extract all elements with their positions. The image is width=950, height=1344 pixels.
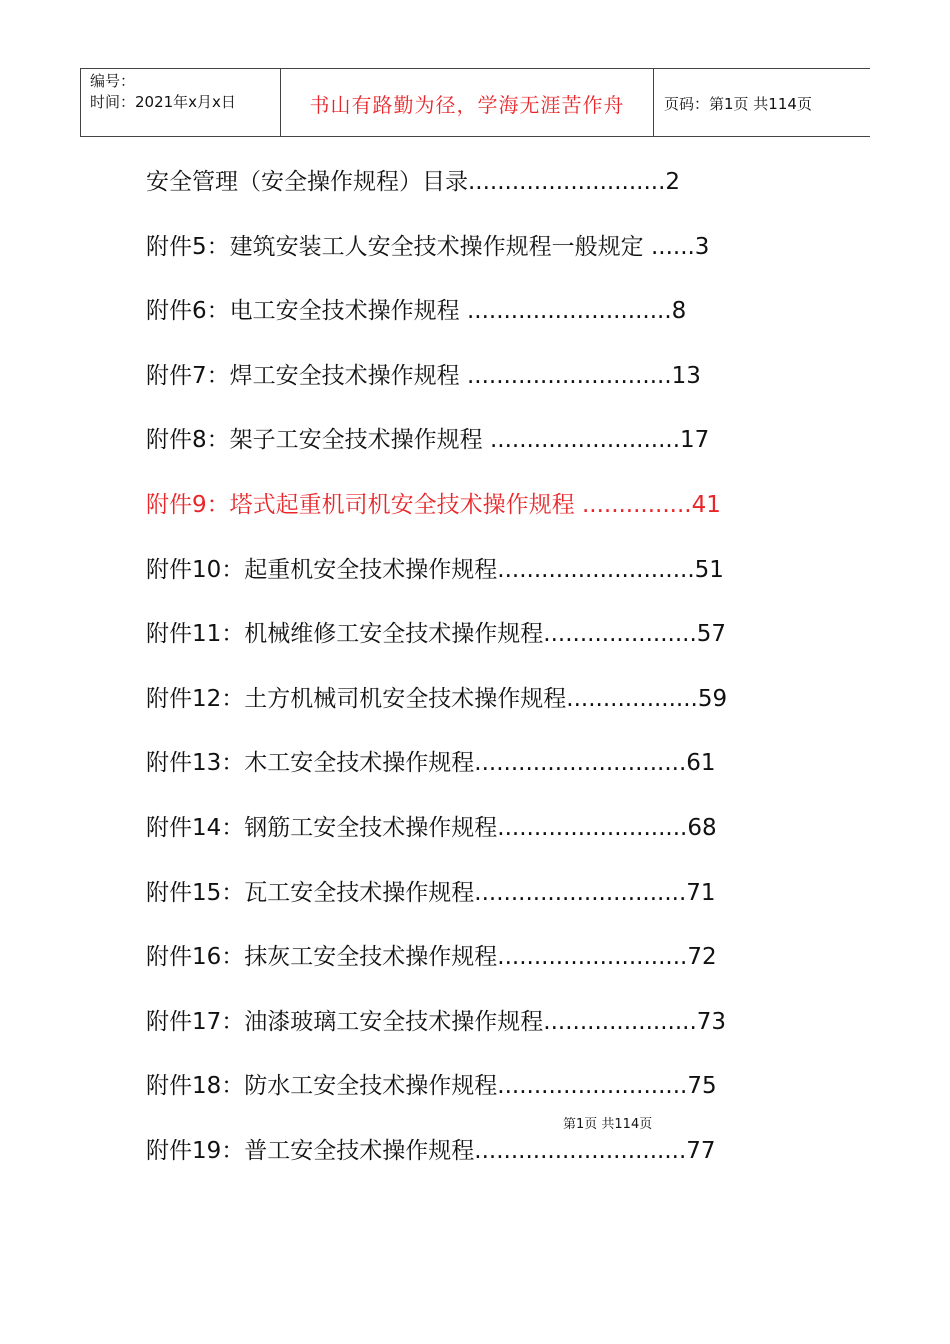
header-pagecode-cell: [654, 69, 870, 136]
time-label: 时间：2021年x月x日: [90, 93, 236, 111]
header-motto-cell: [281, 69, 654, 136]
toc-item-8[interactable]: 附件8：架子工安全技术操作规程 ..........................17: [146, 427, 710, 453]
toc-item-7[interactable]: 附件7：焊工安全技术操作规程 ............................13: [146, 363, 701, 389]
toc-item-10[interactable]: 附件10：起重机安全技术操作规程...........................51: [146, 557, 724, 583]
page-footer: 第1页 共114页: [563, 1117, 653, 1132]
toc-item-12[interactable]: 附件12：土方机械司机安全技术操作规程..................59: [146, 686, 728, 712]
toc-item-5[interactable]: 附件5：建筑安装工人安全技术操作规程一般规定 ......3: [146, 234, 710, 260]
toc-item-11[interactable]: 附件11：机械维修工安全技术操作规程.....................57: [146, 621, 727, 647]
toc-item-9-highlighted[interactable]: 附件9：塔式起重机司机安全技术操作规程 ...............41: [146, 492, 721, 518]
header-meta-cell: [80, 69, 281, 136]
toc-item-contents[interactable]: 安全管理（安全操作规程）目录...........................2: [146, 169, 681, 195]
page-code: 页码：第1页 共114页: [664, 95, 812, 113]
serial-label: 编号：: [90, 72, 136, 90]
page-header: [80, 68, 870, 137]
toc-item-19[interactable]: 附件19：普工安全技术操作规程.............................77: [146, 1138, 716, 1164]
toc-item-17[interactable]: 附件17：油漆玻璃工安全技术操作规程.....................73: [146, 1009, 727, 1035]
toc-item-6[interactable]: 附件6：电工安全技术操作规程 ............................8: [146, 298, 687, 324]
motto-text: 书山有路勤为径，学海无涯苦作舟: [309, 93, 625, 117]
toc-item-13[interactable]: 附件13：木工安全技术操作规程.............................61: [146, 750, 716, 776]
toc-item-15[interactable]: 附件15：瓦工安全技术操作规程.............................71: [146, 880, 716, 906]
toc-item-16[interactable]: 附件16：抹灰工安全技术操作规程..........................72: [146, 944, 717, 970]
toc-item-14[interactable]: 附件14：钢筋工安全技术操作规程..........................68: [146, 815, 717, 841]
toc-item-18[interactable]: 附件18：防水工安全技术操作规程..........................75: [146, 1073, 717, 1099]
